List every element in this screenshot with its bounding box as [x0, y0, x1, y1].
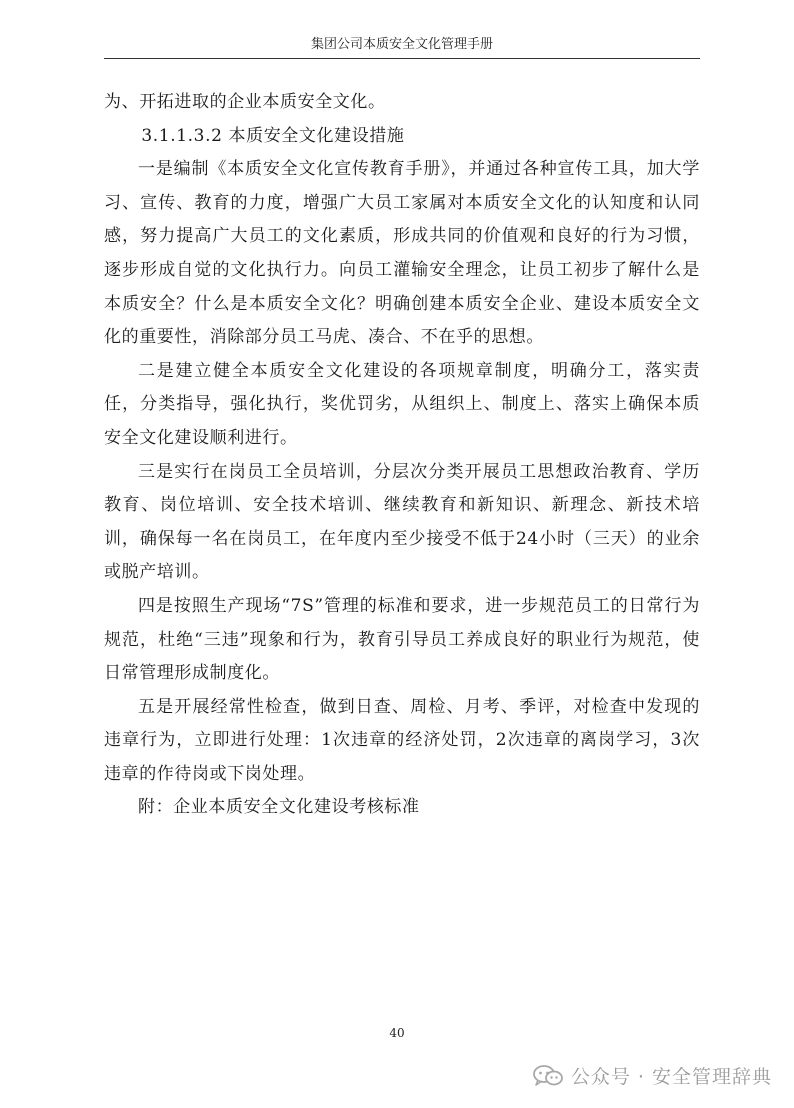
paragraph-measure-4: 四是按照生产现场“7S”管理的标准和要求，进一步规范员工的日常行为规范，杜绝“三违”现象和行为，教育引导员工养成良好的职业行为规范，使日常管理形成制度化。 [104, 595, 700, 684]
section-heading: 3.1.1.3.2 本质安全文化建设措施 [141, 125, 405, 146]
paragraph-continuation: 为、开拓进取的企业本质安全文化。 [104, 92, 386, 112]
running-header: 集团公司本质安全文化管理手册 [310, 37, 493, 52]
watermark [533, 1062, 772, 1089]
header-rule [104, 58, 700, 59]
body-text [104, 86, 700, 825]
page-number: 40 [389, 1026, 405, 1040]
paragraph-measure-3: 三是实行在岗员工全员培训，分层次分类开展员工思想政治教育、学历教育、岗位培训、安全技术培训、继续教育和新知识、新理念、新技术培训，确保每一名在岗员工，在年度内至少接受不低于24小时（三天）的业余或脱产培训。 [104, 461, 700, 583]
paragraph-measure-5: 五是开展经常性检查，做到日查、周检、月考、季评，对检查中发现的违章行为，立即进行处理：1次违章的经济处罚，2次违章的离岗学习，3次违章的作待岗或下岗处理。 [104, 696, 700, 784]
paragraph-measure-1: 一是编制《本质安全文化宣传教育手册》，并通过各种宣传工具，加大学习、宣传、教育的力度，增强广大员工家属对本质安全文化的认知度和认同感，努力提高广大员工的文化素质，形成共同的价值观和良好的行为习惯，逐步形成自觉的文化执行力。向员工灌输安全理念，让员工初步了解什么是本质安全？什么是本质安全文化？明确创建本质安全企业、建设本质安全文化的重要性，消除部分员工马虎、凑合、不在乎的思想。 [104, 159, 700, 348]
wechat-icon [533, 1065, 563, 1087]
appendix-note: 附：企业本质安全文化建设考核标准 [138, 797, 420, 818]
watermark-text: 公众号 · 安全管理辞典 [570, 1066, 772, 1088]
paragraph-measure-2: 二是建立健全本质安全文化建设的各项规章制度，明确分工，落实责任，分类指导，强化执行，奖优罚劣，从组织上、制度上、落实上确保本质安全文化建设顺利进行。 [104, 360, 700, 448]
